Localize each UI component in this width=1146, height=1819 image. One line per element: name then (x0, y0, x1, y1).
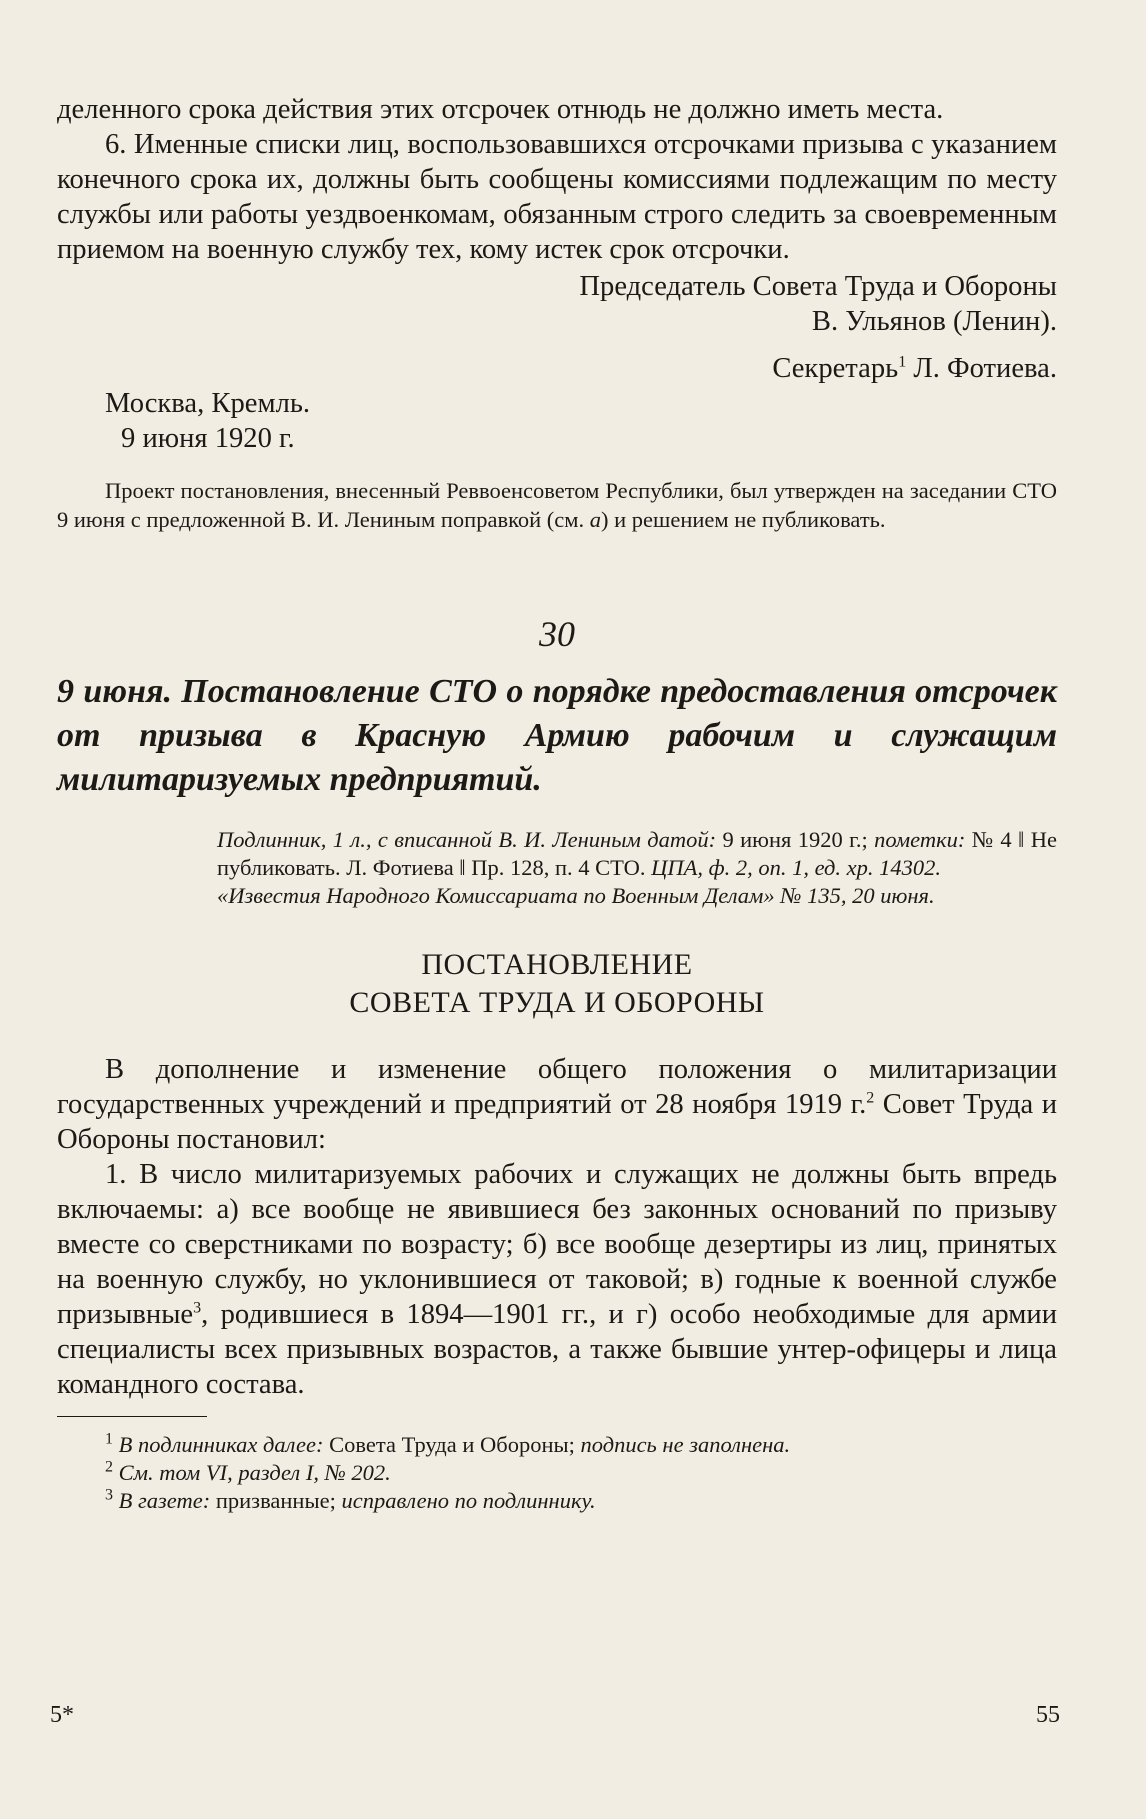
item1-b: , родившиеся в 1894—1901 гг., и г) особо необходимые для армии специалисты всех призывных возрастов, а также бывшие унтер-офицеры и лица командного состава. (57, 1299, 1057, 1400)
editor-note-b: ) и решением не публиковать. (601, 507, 886, 532)
continuation-paragraph: деленного срока действия этих отсрочек отнюдь не должно иметь места. (57, 94, 944, 125)
editor-note-a: Проект постановления, внесенный Реввоенсоветом Республики, был утвержден на заседании СТО 9 июня с предложенной В. И. Лениным поправкой (см. (57, 478, 1057, 532)
footnote-ref-3: 3 (193, 1299, 202, 1317)
intro-paragraph (57, 1052, 1057, 1157)
page-body (57, 92, 1057, 1515)
source-publication (217, 882, 1057, 910)
item1-a: 1. В число милитаризуемых рабочих и служащих не должны быть впредь включаемы: а) все вообще не явившиеся без законных оснований по призыву вместе со сверстниками по возрасту; б) все вообще дезертиры из лиц, принятых на военную службу, но уклонившиеся от таковой; в) годные к военной службе призывные (57, 1159, 1057, 1330)
source-i3: ЦПА, ф. 2, оп. 1, ед. хр. 14302. (651, 855, 942, 880)
resolution-heading (57, 946, 1057, 1022)
footnote (57, 1431, 1057, 1459)
secretary-label: Секретарь (772, 353, 899, 384)
footnotes (57, 1416, 791, 1515)
source-t1: 9 июня 1920 г.; (716, 827, 875, 852)
footnote-ref-1: 1 (898, 353, 907, 371)
footnote-italic-b: подпись не заполнена. (580, 1432, 791, 1457)
source-publication-text: «Известия Народного Комиссариата по Военным Делам» № 135, 20 июня. (217, 883, 935, 908)
footnote-num: 2 (105, 1458, 113, 1476)
editor-note (57, 476, 1057, 534)
source-i1: Подлинник, 1 л., с вписанной В. И. Лениным датой: (217, 827, 717, 852)
footnote-text: Совета Труда и Обороны; (323, 1432, 581, 1457)
footnote-text: призванные; (210, 1488, 342, 1513)
secretary-name: Л. Фотиева. (913, 353, 1057, 384)
date: 9 июня 1920 г. (121, 423, 295, 454)
footnote-italic-a: См. том VI, раздел I, № 202. (118, 1460, 391, 1485)
footnote-ref-2: 2 (866, 1089, 875, 1107)
page-footer (50, 1702, 1060, 1729)
signature-mark: 5* (50, 1702, 74, 1728)
footnote (57, 1487, 1057, 1515)
footnote-italic-a: В подлинниках далее: (118, 1432, 324, 1457)
footnote-italic-a: В газете: (118, 1488, 211, 1513)
heading-line-1: ПОСТАНОВЛЕНИЕ (421, 948, 693, 981)
signature-block (57, 269, 1057, 386)
chair-name: В. Ульянов (Ленин). (811, 306, 1057, 337)
place: Москва, Кремль. (105, 388, 311, 419)
source-archival (217, 826, 1057, 882)
heading-line-2: СОВЕТА ТРУДА И ОБОРОНЫ (349, 986, 765, 1019)
chair-title: Председатель Совета Труда и Обороны (579, 271, 1057, 302)
footnote (57, 1459, 1057, 1487)
page-number: 55 (1036, 1702, 1060, 1728)
footnote-italic-b: исправлено по подлиннику. (341, 1488, 596, 1513)
source-i2: пометки: (874, 827, 966, 852)
intro-b: Совет Труда и Обороны постановил: (57, 1089, 1057, 1155)
editor-note-ref: а (589, 507, 601, 532)
document-number: 30 (539, 614, 575, 654)
intro-a: В дополнение и изменение общего положения о милитаризации государственных учреждений и предприятий от 28 ноября 1919 г. (57, 1054, 1057, 1120)
item-6-paragraph: 6. Именные списки лиц, воспользовавшихся отсрочками призыва с указанием конечного срока их, должны быть сообщены комиссиями подлежащим по месту службы или работы уездвоенкомам, обязанным строго следить за своевременным приемом на военную службу тех, кому истек срок отсрочки. (57, 129, 1057, 265)
source-t2: № 4 ‖ Не публиковать. Л. Фотиева ‖ Пр. 128, п. 4 СТО. (217, 827, 1057, 880)
item-1-paragraph (57, 1157, 1057, 1402)
secretary-line (57, 351, 1057, 386)
footnote-num: 3 (105, 1486, 113, 1504)
document-title: 9 июня. Постановление СТО о порядке предоставления отсрочек от призыва в Красную Армию рабочим и служащим милитаризуемых предприятий. (57, 673, 1057, 798)
footnote-num: 1 (105, 1430, 113, 1448)
